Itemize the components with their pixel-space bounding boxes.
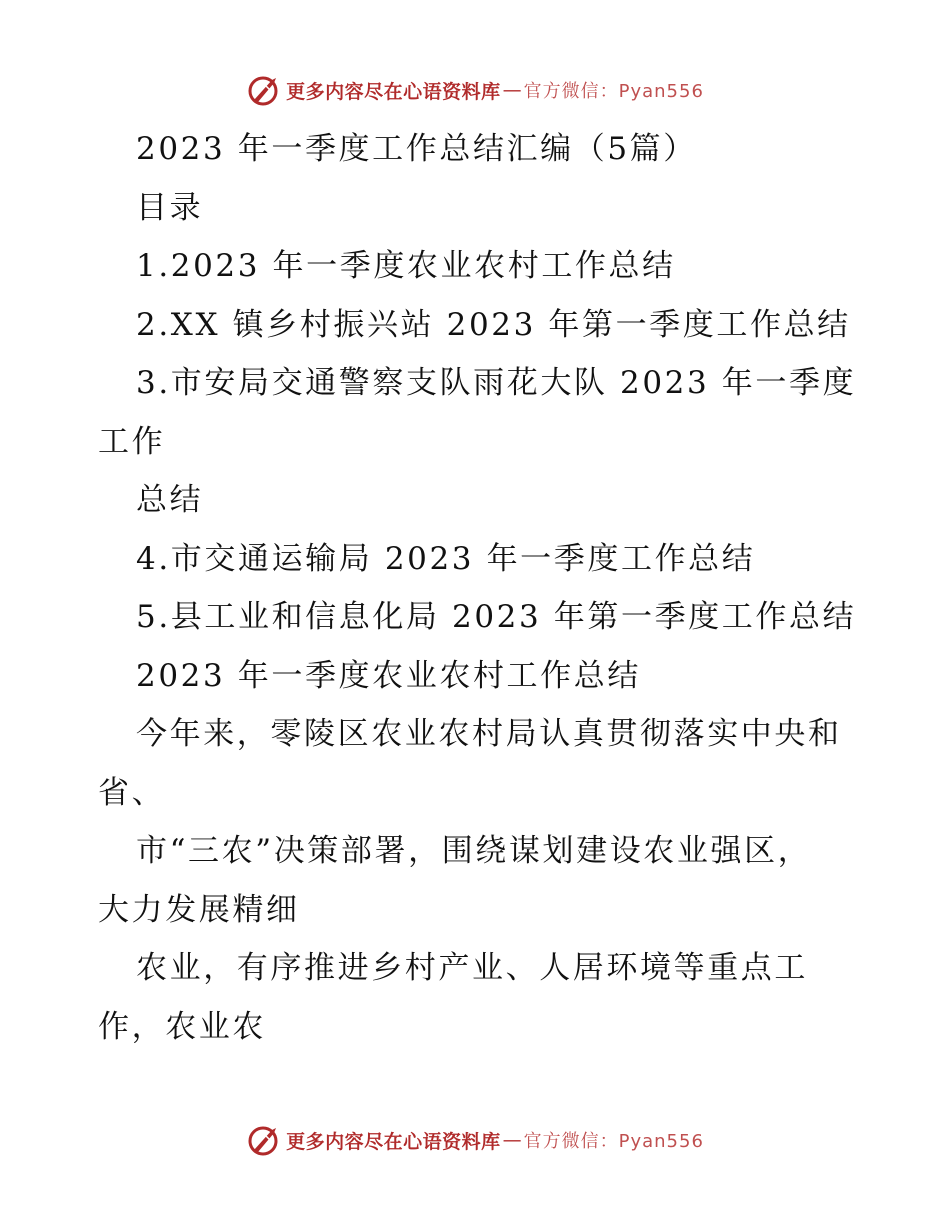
- quill-logo-icon: [246, 72, 282, 108]
- footer-watermark: [0, 1120, 950, 1160]
- section-heading: 2023 年一季度农业农村工作总结: [136, 657, 641, 694]
- watermark-contact: 官方微信：Pyan556: [523, 1131, 704, 1152]
- toc-item-4: 4.市交通运输局 2023 年一季度工作总结: [136, 540, 756, 577]
- watermark-separator: —: [502, 1129, 522, 1151]
- quill-logo-icon: [246, 1122, 282, 1158]
- paragraph-line: 农业，有序推进乡村产业、人居环境等重点工: [136, 950, 808, 986]
- toc-item-3-continued: 工作: [98, 423, 166, 460]
- paragraph-line: 作，农业农: [98, 1008, 266, 1045]
- watermark-separator: —: [502, 79, 522, 101]
- paragraph-line: 今年来，零陵区农业农村局认真贯彻落实中央和: [136, 716, 842, 752]
- watermark-text: 更多内容尽在心语资料库: [286, 80, 501, 103]
- document-title: 2023 年一季度工作总结汇编（5篇）: [136, 131, 697, 167]
- paragraph-line: 大力发展精细: [98, 891, 300, 928]
- paragraph-line: 市“三农”决策部署，围绕谋划建设农业强区，: [136, 833, 812, 869]
- toc-item-5: 5.县工业和信息化局 2023 年第一季度工作总结: [136, 599, 857, 635]
- toc-heading: 目录: [136, 189, 204, 226]
- paragraph-line: 省、: [98, 774, 166, 811]
- toc-item-1: 1.2023 年一季度农业农村工作总结: [136, 248, 676, 284]
- header-watermark: [0, 70, 950, 110]
- document-body: [98, 120, 858, 1056]
- toc-item-3-end: 总结: [136, 482, 204, 518]
- toc-item-2: 2.XX 镇乡村振兴站 2023 年第一季度工作总结: [136, 306, 851, 343]
- toc-item-3: 3.市安局交通警察支队雨花大队 2023 年一季度: [136, 365, 857, 401]
- watermark-contact: 官方微信：Pyan556: [523, 81, 704, 102]
- watermark-text: 更多内容尽在心语资料库: [286, 1130, 501, 1153]
